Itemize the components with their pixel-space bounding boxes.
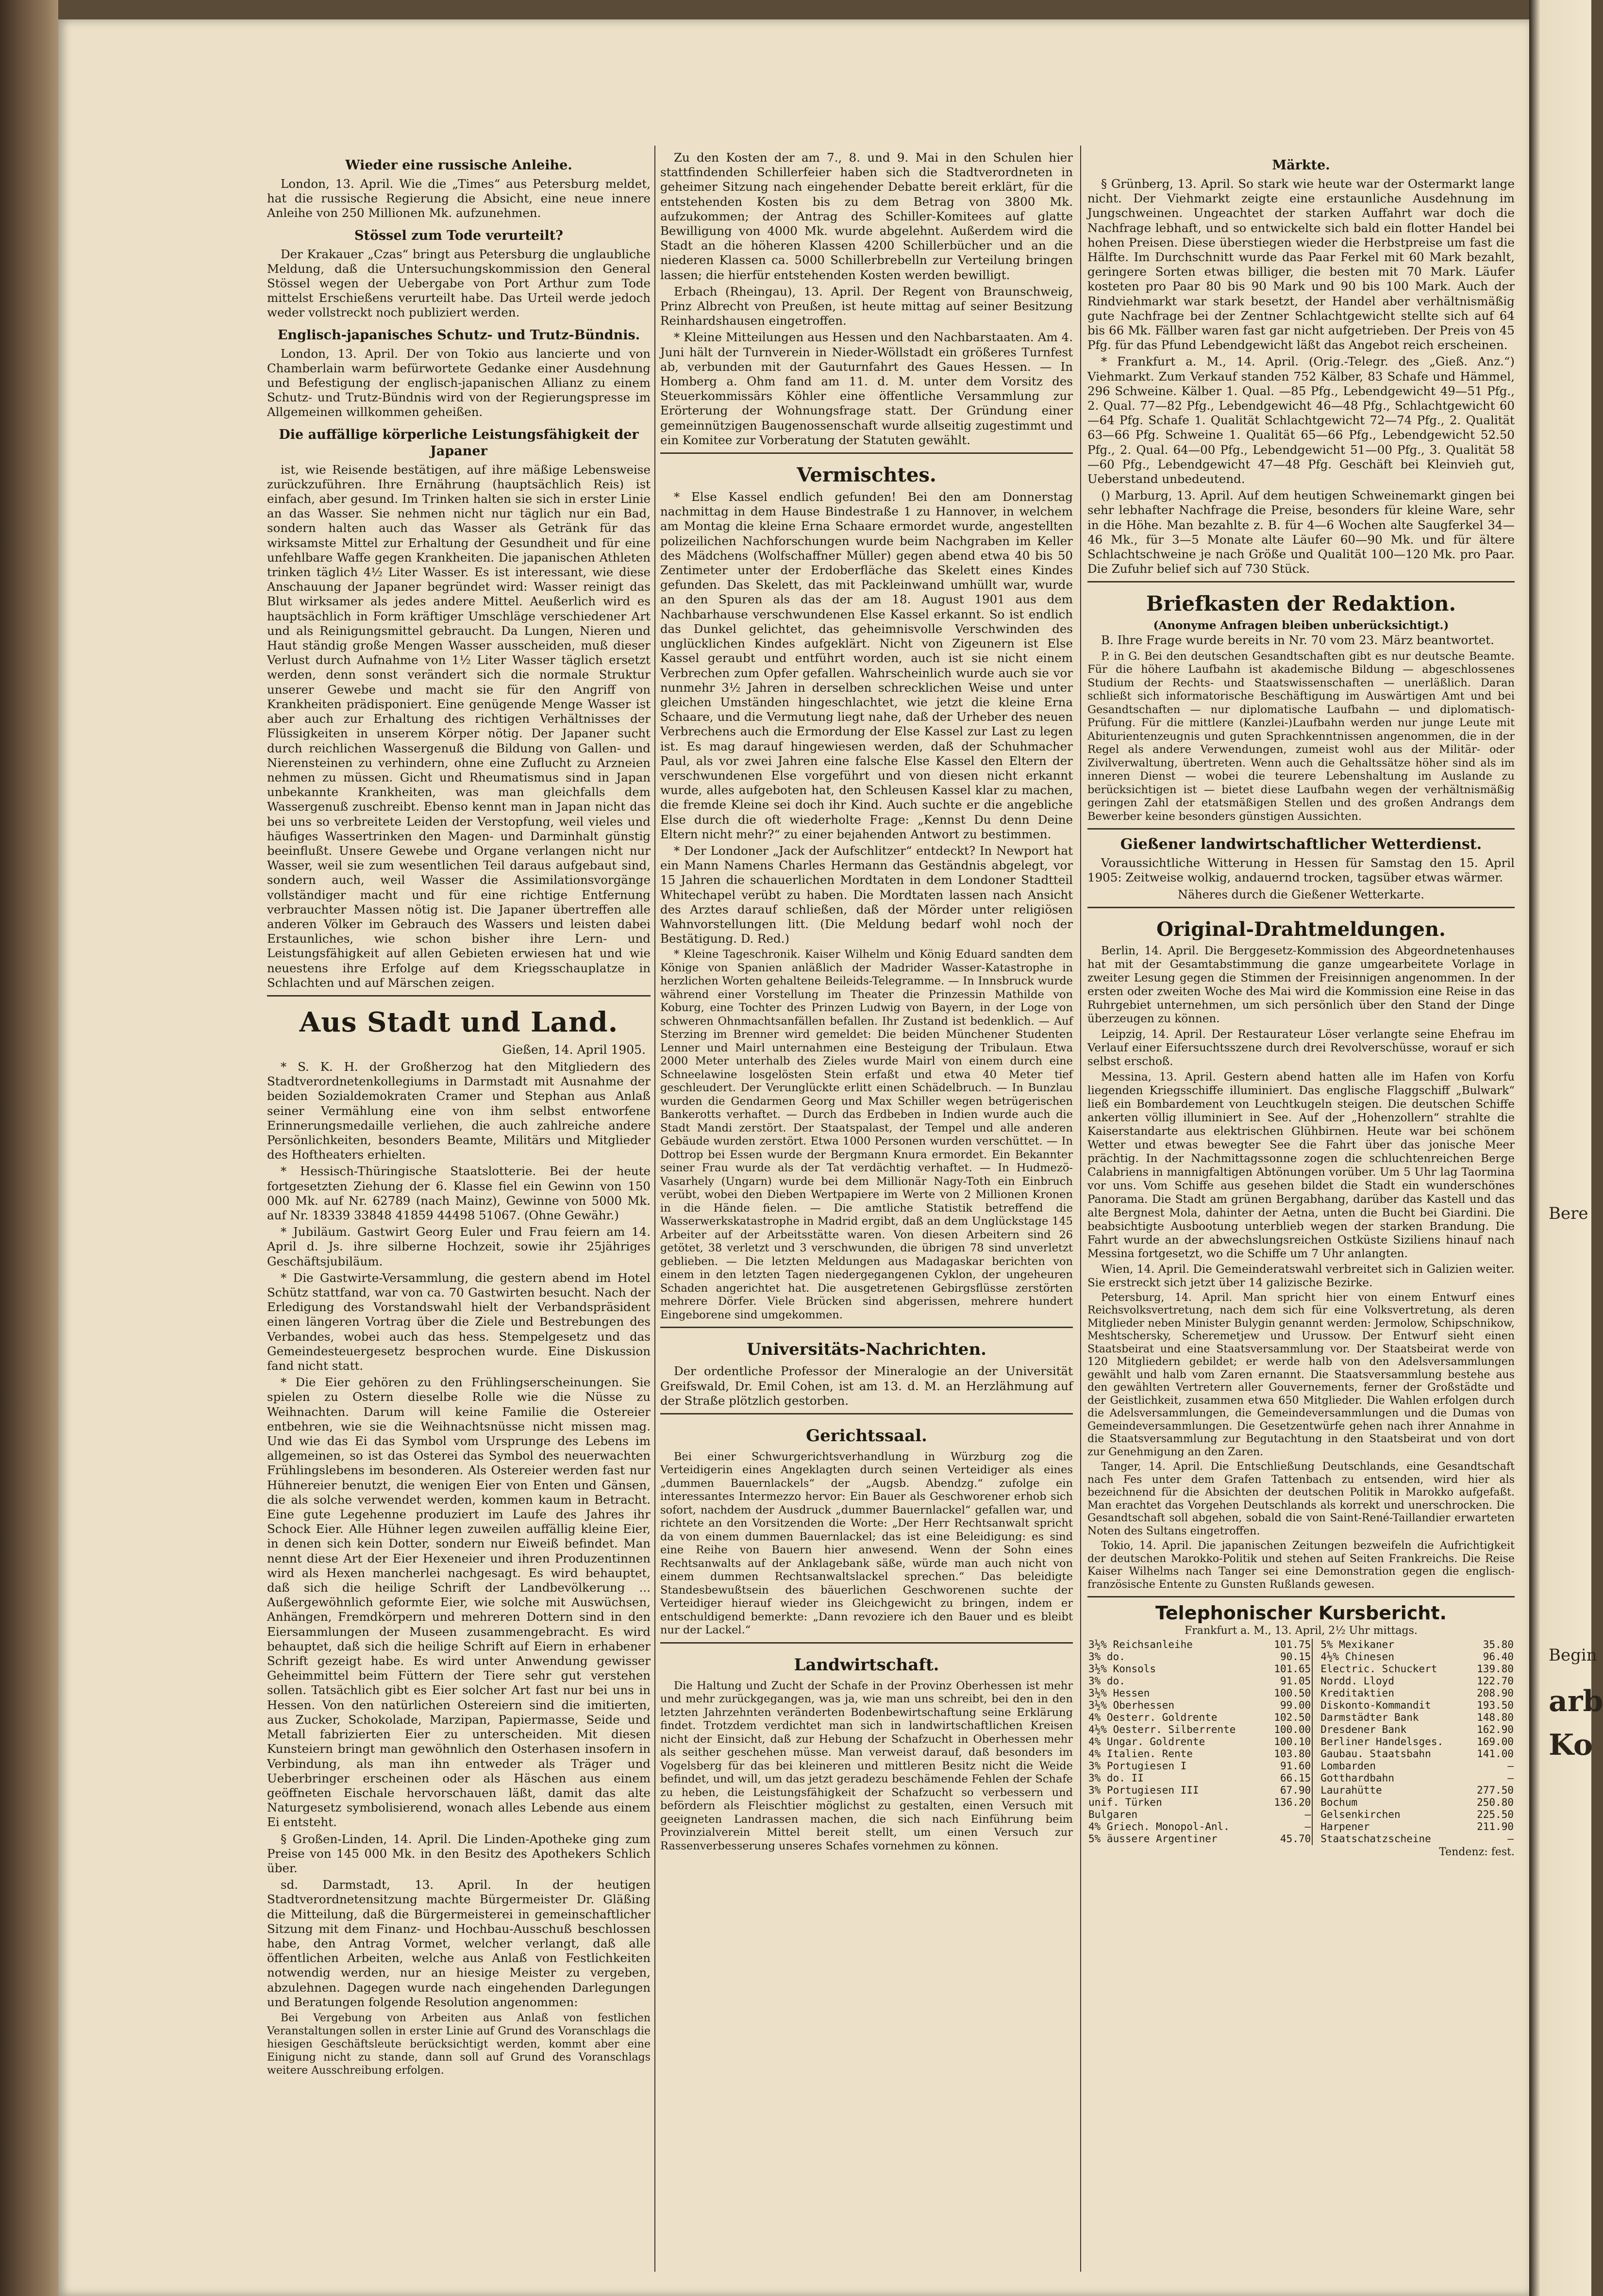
table-cell-value: 169.00 — [1477, 1736, 1514, 1748]
table-row — [1087, 1784, 1515, 1797]
table-cell-value: 162.90 — [1477, 1724, 1514, 1736]
table-cell-name: 5% Mexikaner — [1320, 1639, 1394, 1651]
table-cell-name: 3% do. II — [1088, 1772, 1144, 1784]
table-cell-name: unif. Türken — [1088, 1797, 1162, 1809]
table-cell-value: 139.80 — [1477, 1663, 1514, 1675]
edge-fragment: Begin — [1549, 1646, 1597, 1665]
section-divider — [267, 995, 651, 997]
table-cell-value: 193.50 — [1477, 1699, 1514, 1712]
table-cell-name: 4% Oesterr. Goldrente — [1088, 1712, 1218, 1724]
article-text: Wien, 14. April. Die Gemeinderatswahl verbreitet sich in Galizien weiter. Sie erstreckt sich jetzt über 14 galizische Bezirke. — [1087, 1263, 1515, 1289]
table-cell-value: 100.50 — [1274, 1687, 1311, 1699]
table-separator — [1312, 1724, 1319, 1736]
article-text: Voraussichtliche Witterung in Hessen für Samstag den 15. April 1905: Zeitweise wolkig, andauernd trocken, tagsüber etwas wärmer. — [1087, 856, 1515, 885]
table-separator — [1312, 1809, 1319, 1821]
table-cell-value: 100.10 — [1274, 1736, 1311, 1748]
table-cell-name: Berliner Handelsges. — [1320, 1736, 1444, 1748]
article-text: Leipzig, 14. April. Der Restaurateur Löser verlangte seine Ehefrau im Verlauf einer Eifersuchtsszene durch drei Revolverschüsse, worauf er sich selbst erschoß. — [1087, 1028, 1515, 1068]
table-cell-name: Gelsenkirchen — [1320, 1809, 1401, 1821]
article-text: Bei Vergebung von Arbeiten aus Anlaß von festlichen Veranstaltungen sollen in erster Linie auf Grund des Voranschlags die hiesigen Geschäftsleute berücksichtigt werden, kommt aber eine Einigung nicht zu stande, dann soll auf Grund des Voranschlags weitere Ausschreibung erfolgen. — [267, 2012, 651, 2077]
table-cell-name: 5% äussere Argentiner — [1088, 1833, 1218, 1845]
table-cell-value: 277.50 — [1477, 1784, 1514, 1797]
stock-table — [1087, 1639, 1515, 1845]
table-cell-name: Electric. Schuckert — [1320, 1663, 1437, 1675]
table-cell-name: 3½% Oberhessen — [1088, 1699, 1175, 1712]
table-cell-value: 225.50 — [1477, 1809, 1514, 1821]
article-text: Die Haltung und Zucht der Schafe in der Provinz Oberhessen ist mehr und mehr zurückgegangen, was ja, wie man uns schreibt, bei den in den letzten Jahrzehnten veränderten Bodenbewirtschaftung seine Erklärung findet. Trotzdem verdichtet man sich in landwirtschaftlichen Kreisen nicht der Einsicht, daß zur Hebung der Schafzucht in Oberhessen mehr als seither geschehen müsse. Man verweist darauf, daß besonders im Vogelsberg für das bei kleineren und mittleren Besitz nicht die Weide befindet, und will, um das jetzt geradezu beschämende Fehlen der Schafe zu heben, die Leistungsfähigkeit der Schafzucht so verbessern und befördern als Fleischtier möglichst zu gestalten, einen Versuch mit geeigneten Landrassen machen, die sich nach Einführung beim Provinzialverein Mittel bereit stellt, um einen Versuch zur Rassenverbesserung unseres Schafes vornehmen zu können. — [660, 1679, 1073, 1852]
newspaper-page — [58, 19, 1529, 2296]
section-divider — [1087, 828, 1515, 830]
table-cell-name: Gaubau. Staatsbahn — [1320, 1748, 1431, 1760]
table-row — [1087, 1675, 1515, 1687]
article-text: § Großen-Linden, 14. April. Die Linden-Apotheke ging zum Preise von 145 000 Mk. in den Besitz des Apothekers Schlich über. — [267, 1831, 651, 1875]
table-row — [1087, 1724, 1515, 1736]
table-cell-name: 3% do. — [1088, 1675, 1125, 1687]
table-cell-value: 141.00 — [1477, 1748, 1514, 1760]
table-cell-value: 91.60 — [1280, 1760, 1311, 1772]
weather-note: Näheres durch die Gießener Wetterkarte. — [1177, 887, 1424, 901]
section-heading: Original-Drahtmeldungen. — [1156, 917, 1446, 941]
edge-fragment: arb — [1549, 1684, 1603, 1718]
table-row — [1087, 1639, 1515, 1651]
table-cell-name: 4% Griech. Monopol-Anl. — [1088, 1821, 1230, 1833]
table-cell-value: — — [1507, 1760, 1514, 1772]
table-separator — [1312, 1797, 1319, 1809]
table-cell-name: Kreditaktien — [1320, 1687, 1394, 1699]
table-cell-name: 3½% Konsols — [1088, 1663, 1156, 1675]
section-divider — [660, 1642, 1073, 1644]
table-separator — [1312, 1736, 1319, 1748]
table-cell-value: 91.05 — [1280, 1675, 1311, 1687]
article-heading: Stössel zum Tode verurteilt? — [354, 228, 563, 243]
article-heading: Die auffällige körperliche Leistungsfähigkeit der Japaner — [279, 427, 639, 459]
table-cell-value: 211.90 — [1477, 1821, 1514, 1833]
article-text: Messina, 13. April. Gestern abend hatten alle im Hafen von Korfu liegenden Kriegsschiffe illuminiert. Das englische Flaggschiff „Bulwark“ ließ ein Bombardement von Leuchtkugeln steigen. Die deutschen Schiffe ankerten völlig illuminiert in See. Auf der „Hohenzollern“ strahlte die Kaiserstandarte aus elektrischen Glühbirnen. Heute war bei schönem Wetter und etwas bewegter See die Fahrt über das jonische Meer prächtig. In der Nachmittagssonne zogen die schluchtenreichen Berge Calabriens in mannigfaltigen Abtönungen vorüber. Um 5 Uhr lag Taormina vor uns. Vom Schiffe aus gesehen bildet die Stadt ein wunderschönes Panorama. Die Stadt am grünen Bergabhang, darüber das Kastell und das alte Bergnest Mola, dahinter der Aetna, unten die Bucht bei Giardini. Die beabsichtigte Ausbootung unterblieb wegen der starken Brandung. Die Fahrt wurde an der abwechslungsreichen Ostküste Siziliens hinauf nach Messina fortgesetzt, wo die Schiffe um 7 Uhr anlangten. — [1087, 1070, 1515, 1260]
table-cell-name: Staatschatzscheine — [1320, 1833, 1431, 1845]
section-heading: Telephonischer Kursbericht. — [1155, 1602, 1447, 1624]
table-separator — [1312, 1712, 1319, 1724]
article-text: P. in G. Bei den deutschen Gesandtschaften gibt es nur deutsche Beamte. Für die höhere Laufbahn ist akademische Bildung — abgeschlossenes Studium der Rechts- und Staatswissenschaften — unerläßlich. Daran schließt sich informatorische Beschäftigung im Auswärtigen Amt und bei Gesandtschaften — nur diplomatische Laufbahn — und diplomatisch-Prüfung. Für die mittlere (Kanzlei-)Laufbahn werden nur junge Leute mit Abiturientenzeugnis und guten Sprachkenntnissen angenommen, die in der Regel als andere Verwendungen, zumeist wohl aus der Militär- oder Zivilverwaltung, übertreten. Wenn auch die Gehaltssätze höher sind als im inneren Dienst — wobei die teurere Lebenshaltung im Auslande zu berücksichtigen ist — bietet diese Laufbahn wegen der verhältnismäßig geringen Zahl der etatsmäßigen Stellen und des großen Andrangs dem Bewerber keine besonders günstigen Aussichten. — [1087, 649, 1515, 823]
article-text: London, 13. April. Der von Tokio aus lancierte und von Chamberlain warm befürwortete Gedanke einer Ausdehnung und Befestigung der englisch-japanischen Allianz zu einem Schutz- und Trutz-Bündnis wird von der Regierungspresse im Allgemeinen willkommen geheißen. — [267, 346, 651, 419]
section-heading: Universitäts-Nachrichten. — [746, 1340, 986, 1360]
table-cell-value: 208.90 — [1477, 1687, 1514, 1699]
table-row — [1087, 1760, 1515, 1772]
table-separator — [1312, 1687, 1319, 1699]
table-cell-name: Harpener — [1320, 1821, 1370, 1833]
article-text: * Jubiläum. Gastwirt Georg Euler und Frau feiern am 14. April d. Js. ihre silberne Hochzeit, sowie ihr 25jähriges Geschäftsjubiläum. — [267, 1225, 651, 1268]
article-heading: Englisch-japanisches Schutz- und Trutz-Bündnis. — [277, 327, 640, 343]
section-divider — [660, 1327, 1073, 1328]
table-row — [1087, 1748, 1515, 1760]
article-text: * Frankfurt a. M., 14. April. (Orig.-Telegr. des „Gieß. Anz.“) Viehmarkt. Zum Verkauf standen 752 Kälber, 83 Schafe und Hämmel, 296 Schweine. Kälber 1. Qual. —85 Pfg., Lebendgewicht 49—51 Pfg., 2. Qual. 77—82 Pfg., Lebendgewicht 46—48 Pfg., Schlachtgewicht 60—64 Pfg. Schafe 1. Qualität Schlachtgewicht 72—74 Pfg., 2. Qualität 63—66 Pfg. Schweine 1. Qualität 65—66 Pfg., Lebendgewicht 52.50 Pfg., 2. Qual. 64—00 Pfg., Lebendgewicht 51—00 Pfg., 3. Qualität 58—60 Pfg., Lebendgewicht 47—48 Pfg. Geschäft bei Kleinvieh gut, Ueberstand unbedeutend. — [1087, 354, 1515, 486]
table-cell-value: — — [1507, 1772, 1514, 1784]
table-separator — [1312, 1663, 1319, 1675]
table-cell-value: 100.00 — [1274, 1724, 1311, 1736]
section-heading: Aus Stadt und Land. — [299, 1006, 618, 1038]
article-text: Zu den Kosten der am 7., 8. und 9. Mai in den Schulen hier stattfindenden Schillerfeier haben sich die Stadtverordneten in geheimer Sitzung nach eingehender Debatte bereit erklärt, für die entstehenden Kosten bis zu dem Betrag von 3800 Mk. aufzukommen; der Antrag des Schiller-Komitees auf glatte Bewilligung von 4000 Mk. wurde abgelehnt. Außerdem wird die Stadt an die höheren Klassen 4200 Schillerbücher und an die niederen Klassen ca. 5000 Schillerbrebelln zur Verteilung bringen lassen; die hierfür entstehenden Kosten werden bewilligt. — [660, 150, 1073, 282]
table-cell-value: 35.80 — [1483, 1639, 1514, 1651]
table-separator — [1312, 1651, 1319, 1663]
table-cell-value: 66.15 — [1280, 1772, 1311, 1784]
table-cell-name: 3½% Reichsanleihe — [1088, 1639, 1193, 1651]
article-text: () Marburg, 13. April. Auf dem heutigen Schweinemarkt gingen bei sehr lebhafter Nachfrage die Preise, besonders für kleine Ware, sehr in die Höhe. Man bezahlte z. B. für 4—6 Wochen alte Saugferkel 34—46 Mk., für 3—5 Monate alte Läufer 60—90 Mk. und für ältere Schlachtschweine je nach Größe und Qualität 100—120 Mk. pro Paar. Die Zufuhr belief sich auf 730 Stück. — [1087, 488, 1515, 576]
section-heading: Märkte. — [1272, 158, 1330, 173]
table-separator — [1312, 1772, 1319, 1784]
table-cell-value: 90.15 — [1280, 1651, 1311, 1663]
table-cell-value: 45.70 — [1280, 1833, 1311, 1845]
column-right — [1087, 150, 1515, 1858]
table-cell-value: — — [1507, 1833, 1514, 1845]
article-text: ist, wie Reisende bestätigen, auf ihre mäßige Lebensweise zurückzuführen. Ihre Ernährung (hauptsächlich Reis) ist einfach, aber gesund. Im Trinken halten sie sich in erster Linie an das Wasser. Sie nehmen nicht nur täglich nur ein Bad, sondern halten auch das Wasser als Getränk für das wirksamste Mittel zur Erhaltung der Gesundheit und für eine unfehlbare Waffe gegen Krankheiten. Die japanischen Athleten trinken täglich 4½ Liter Wasser. Es ist interessant, wie diese Anschauung der Japaner begründet wird: Wasser reinigt das Blut wirksamer als jedes andere Mittel. Aeußerlich wird es hauptsächlich in Form kräftiger Umschläge verschiedener Art und als Reinigungsmittel gebraucht. Da Lungen, Nieren und Haut ständig große Mengen Wasser ausscheiden, muß dieser Verlust durch Aufnahme von 1½ Liter Wasser täglich ersetzt werden, denn sonst verändert sich die normale Struktur unserer Gewebe und macht sie für den Angriff von Krankheiten prädisponiert. Eine genügende Menge Wasser ist aber auch zur Erhaltung des richtigen Verhältnisses der Flüssigkeiten in unserem Körper nötig. Der Japaner sucht durch reichlichen Wassergenuß die Bildung von Gallen- und Nierensteinen zu verhindern, ohne eine Zuflucht zu Arzneien nehmen zu müssen. Gicht und Rheumatismus sind in Japan unbekannte Krankheiten, was man gleichfalls dem Wassergenuß zuschreibt. Ebenso kennt man in Japan nicht das bei uns so verbreitete Leiden der Verstopfung, weil vieles und häufiges Wassertrinken den Magen- und Darminhalt günstig beeinflußt. Unsere Gewebe und Organe verlangen nicht nur Wasser, weil sie zum wesentlichen Teil daraus aufgebaut sind, sondern auch, weil Wasser die Assimilationsvorgänge vollständiger macht und für eine richtige Entfernung verbrauchter Massen nötig ist. Die Japaner übertreffen alle anderen Völker im Gebrauch des Wassers und leisten dabei Erstaunliches, wie schon bisher ihre Lern- und Leistungsfähigkeit auf allen Gebieten erwiesen hat und wie neuestens ihre Erfolge auf dem Kriegsschauplatze in Schlachten und auf Märschen zeigen. — [267, 462, 651, 990]
table-separator — [1312, 1699, 1319, 1712]
article-text: * Der Londoner „Jack der Aufschlitzer“ entdeckt? In Newport hat ein Mann Namens Charles Hermann das Geständnis abgelegt, vor 15 Jahren die schauerlichen Mordtaten in dem Londoner Stadtteil Whitechapel verübt zu haben. Die Mordtaten lassen nach Ansicht des Arztes darauf schließen, daß der Mörder unter religiösen Wahnvorstellungen litt. (Die Meldung bedarf wohl noch der Bestätigung. D. Red.) — [660, 843, 1073, 946]
table-cell-value: 148.80 — [1477, 1712, 1514, 1724]
article-text: Petersburg, 14. April. Man spricht hier von einem Entwurf eines Reichsvolksvertretung, nach dem sich für eine Volksvertretung, als deren Mitglieder neben Minister Bulygin genannt werden: Jermolow, Schipschnikow, Meshtschersky, Scheremetjew und Urussow. Der Entwurf sieht einen Staatsbeirat und eine Staatsversammlung vor. Der Staatsbeirat werde von 120 Mitgliedern gebildet; er werde halb von den Adelsversammlungen gewählt und halb vom Zaren ernannt. Die Staatsversammlung bestehe aus den gewählten Vertretern aller Gouvernements, ferner der Großstädte und der Geistlichkeit, zusammen etwa 650 Mitglieder. Die Wahlen erfolgen durch die Adelsversammlungen, die Gemeindeversammlungen und die Dumas von Gemeindeversammlungen. Die Gesetzentwürfe gehen nach ihrer Annahme in die Staatsversammlung zur Begutachtung in den Staatsbeirat und von dort zur Genehmigung an den Zaren. — [1087, 1291, 1515, 1458]
table-cell-value: 101.75 — [1274, 1639, 1311, 1651]
column-left — [267, 150, 651, 2079]
table-separator — [1312, 1821, 1319, 1833]
table-separator — [1312, 1639, 1319, 1651]
table-row — [1087, 1809, 1515, 1821]
section-heading: Vermischtes. — [797, 464, 936, 487]
table-cell-name: Diskonto-Kommandit — [1320, 1699, 1431, 1712]
table-cell-name: Bochum — [1320, 1797, 1358, 1809]
table-row — [1087, 1821, 1515, 1833]
article-text: sd. Darmstadt, 13. April. In der heutigen Stadtverordnetensitzung machte Bürgermeister Dr. Gläßing die Mitteilung, daß die Bürgermeisterei in gemeinschaftlicher Sitzung mit dem Finanz- und Hochbau-Ausschuß beschlossen habe, den Antrag Vormet, welcher verlangt, daß alle öffentlichen Arbeiten, welche aus Anlaß von Festlichkeiten notwendig werden, nur an hiesige Meister zu vergeben, abzulehnen. Dagegen wurde nach eingehenden Darlegungen und Beratungen folgende Resolution angenommen: — [267, 1878, 651, 2009]
article-text: * S. K. H. der Großherzog hat den Mitgliedern des Stadtverordnetenkollegiums in Darmstadt mit Ausnahme der beiden Sozialdemokraten Cramer und Stephan aus Anlaß seiner Vermählung eine von ihm selbst entworfene Erinnerungsmedaille verliehen, die auch zahlreiche andere Persönlichkeiten, besonders Beamte, Militärs und Mitglieder des Hoftheaters erhielten. — [267, 1059, 651, 1162]
article-text: B. Ihre Frage wurde bereits in Nr. 70 vom 23. März beantwortet. — [1101, 633, 1494, 648]
table-cell-name: Nordd. Lloyd — [1320, 1675, 1394, 1687]
table-cell-name: Bulgaren — [1088, 1809, 1138, 1821]
kurs-dateline: Frankfurt a. M., 13. April, 2½ Uhr mittags. — [1185, 1625, 1418, 1637]
article-text: * Kleine Tageschronik. Kaiser Wilhelm und König Eduard sandten dem Könige von Spanien anläßlich der Madrider Wasser-Katastrophe in herzlichen Worten gehaltene Beileids-Telegramme. — In Innsbruck wurde während einer Vorstellung im Theater die Prinzessin Mathilde von Koburg, eine Tochter des Prinzen Ludwig von Bayern, in der Loge von schweren Ohnmachtsanfällen befallen. Ihr Zustand ist bedenklich. — Auf Sterzing im Brenner wird gemeldet: Die beiden Münchener Studenten Lenner und Mairl unternahmen eine Besteigung der Tribulaun. Etwa 2000 Meter unterhalb des Zieles wurde Mairl von einem durch eine Schneelawine losgelösten Stein erfaßt und etwa 40 Meter tief geschleudert. Der Verunglückte erlitt einen Schädelbruch. — In Bunzlau wurden die Gendarmen Georg und Max Schiller wegen betrügerischen Bankerotts verhaftet. — Durch das Erdbeben in Indien wurde auch die Stadt Mandi zerstört. Der Staatspalast, der Tempel und alle anderen Gebäude wurden zerstört. Etwa 1000 Personen wurden verschüttet. — In Dottrop bei Essen wurde der Bergmann Knura ermordet. Ein Bekannter seiner Frau wurde als der Tat verdächtig verhaftet. — In Hudmezö-Vasarhely (Ungarn) wurde bei dem Millionär Nagy-Toth ein Einbruch verübt, wobei den Dieben Wertpapiere im Werte von 2 Millionen Kronen in die Hände fielen. — Die amtliche Statistik betreffend die Wasserwerkskatastrophe in Madrid ergibt, daß an dem Unglückstage 145 Arbeiter auf der Arbeitsstätte waren. Von diesen Arbeitern sind 26 getötet, 38 verletzt und 3 verschwunden, die übrigen 78 sind unverletzt geblieben. — Die letzten Meldungen aus Madagaskar berichten von einem in den letzten Tagen niedergegangenen Cyklon, der ungeheuren Schaden angerichtet hat. Die ausgetretenen Gebirgsflüsse zerstörten mehrere Dörfer. Viele Brücken sind abgerissen, mehrere hundert Eingeborene sind umgekommen. — [660, 948, 1073, 1321]
column-rule — [654, 146, 655, 2272]
table-cell-name: 3½% Hessen — [1088, 1687, 1150, 1699]
article-text: * Else Kassel endlich gefunden! Bei den am Donnerstag nachmittag in dem Hause Bindestraße 1 zu Hannover, in welchem am Montag die kleine Erna Schaare ermordet wurde, angestellten polizeilichen Nachforschungen wurde beim Nachgraben im Keller des Mädchens (Wolfschaffner Müller) gegen abend etwa 40 bis 50 Zentimeter unter der Erdoberfläche das Skelett eines Kindes gefunden. Das Skelett, das mit Packleinwand umhüllt war, wurde an den Spuren als das der am 18. August 1901 aus dem Nachbarhause verschwundenen Else Kassel erkannt. So ist endlich das Dunkel gelichtet, das geheimnisvolle Verschwinden des unglücklichen Kindes aufgeklärt. Nicht von Zigeunern ist Else Kassel geraubt und entführt worden, auch ist sie nicht einem Verbrechen zum Opfer gefallen. Wahrscheinlich wurde auch sie vor nunmehr 3½ Jahren in derselben schrecklichen Weise und unter gleichen Umständen hingeschlachtet, wie jetzt die kleine Erna Schaare, und die Vermutung liegt nahe, daß der Urheber des neuen Verbrechens auch die Ermordung der Else Kassel zur Last zu legen ist. Es mag darauf hingewiesen werden, daß der Schuhmacher Paul, als vor zwei Jahren eine falsche Else Kassel den Eltern der verschwundenen Else vorgeführt und von diesen nicht erkannt wurde, alles aufgeboten hat, den Schleusen Kassel klar zu machen, die fremde Kleine sei doch ihr Kind. Auch suchte er die angebliche Else durch die oft wiederholte Frage: „Kennst Du denn Deine Eltern nicht mehr?“ zu einer bejahenden Antwort zu bestimmen. — [660, 490, 1073, 841]
edge-fragment: Bere — [1549, 1204, 1588, 1223]
column-rule — [1080, 146, 1081, 2272]
section-heading: Gerichtssaal. — [806, 1426, 927, 1446]
table-row — [1087, 1651, 1515, 1663]
article-text: Berlin, 14. April. Die Berggesetz-Kommission des Abgeordnetenhauses hat mit der Gesamtabstimmung die ganze umgearbeitete Vorlage in zweiter Lesung gegen die Stimmen der Freisinnigen angenommen. In der ersten oder zweiten Woche des Mai wird die Kommission eine Reise in das Ruhrgebiet unternehmen, um sich persönlich über den Stand der Dinge überzeugen zu können. — [1087, 944, 1515, 1025]
table-cell-value: 136.20 — [1274, 1797, 1311, 1809]
table-cell-name: Dresdener Bank — [1320, 1724, 1407, 1736]
table-cell-name: 3% do. — [1088, 1651, 1125, 1663]
article-text: London, 13. April. Wie die „Times“ aus Petersburg meldet, hat die russische Regierung die Absicht, eine neue innere Anleihe von 250 Millionen Mk. aufzunehmen. — [267, 177, 651, 220]
table-separator — [1312, 1760, 1319, 1772]
table-separator — [1312, 1675, 1319, 1687]
section-divider — [1087, 581, 1515, 582]
table-cell-name: 4% Italien. Rente — [1088, 1748, 1193, 1760]
table-cell-name: 4% Ungar. Goldrente — [1088, 1736, 1205, 1748]
table-cell-value: 103.80 — [1274, 1748, 1311, 1760]
table-cell-name: 3% Portugiesen III — [1088, 1784, 1199, 1797]
section-divider — [660, 1413, 1073, 1414]
article-text: Der ordentliche Professor der Mineralogie an der Universität Greifswald, Dr. Emil Cohen, ist am 13. d. M. an Herzlähmung auf der Straße plötzlich gestorben. — [660, 1364, 1073, 1408]
book-binding — [0, 0, 58, 2296]
table-row — [1087, 1833, 1515, 1845]
article-text: Erbach (Rheingau), 13. April. Der Regent von Braunschweig, Prinz Albrecht von Preußen, ist heute mittag auf seiner Besitzung Reinhardshausen eingetroffen. — [660, 284, 1073, 328]
next-page-edge — [1529, 0, 1603, 2296]
table-separator — [1312, 1748, 1319, 1760]
article-text: Tanger, 14. April. Die Entschließung Deutschlands, eine Gesandtschaft nach Fes unter dem Grafen Tattenbach zu entsenden, wird hier als bezeichnend für die Absichten der deutschen Politik in Marokko aufgefaßt. Man erachtet das Vorgehen Deutschlands als korrekt und unerschrocken. Die Gesandtschaft soll abgehen, sobald die von Saint-René-Taillandier erwarteten Noten des Sultans eingetroffen. — [1087, 1461, 1515, 1537]
section-heading: Landwirtschaft. — [794, 1655, 939, 1675]
table-cell-value: 122.70 — [1477, 1675, 1514, 1687]
table-cell-name: Gotthardbahn — [1320, 1772, 1394, 1784]
article-text: * Kleine Mitteilungen aus Hessen und den Nachbarstaaten. Am 4. Juni hält der Turnverein in Nieder-Wöllstadt ein größeres Turnfest ab, verbunden mit der Gauturnfahrt des Gaues Hessen. — In Homberg a. Ohm fand am 11. d. M. unter dem Vorsitz des Steuerkommissärs Köhler eine öffentliche Versammlung zur Erörterung der Wohnungsfrage statt. Der Gründung einer gemeinnützigen Baugenossenschaft wurde allseitig zugestimmt und ein Komitee zur Vorberatung der Statuten gewählt. — [660, 330, 1073, 447]
table-cell-name: Laurahütte — [1320, 1784, 1382, 1797]
section-subheading: (Anonyme Anfragen bleiben unberücksichtigt.) — [1153, 619, 1449, 632]
section-divider — [1087, 907, 1515, 908]
table-cell-value: 102.50 — [1274, 1712, 1311, 1724]
article-text: * Die Gastwirte-Versammlung, die gestern abend im Hotel Schütz stattfand, war von ca. 70 Gastwirten besucht. Nach der Erledigung des Vorstandswahl hielt der Verbandspräsident einen längeren Vortrag über die Ziele und Bestrebungen des Verbandes, wobei auch das hess. Stempelgesetz und das Gemeindesteuergesetz besprochen wurde. Eine Diskussion fand nicht statt. — [267, 1270, 651, 1373]
table-row — [1087, 1797, 1515, 1809]
column-middle — [660, 150, 1073, 1855]
table-cell-value: 96.40 — [1483, 1651, 1514, 1663]
section-divider — [660, 452, 1073, 454]
section-divider — [1087, 1596, 1515, 1597]
section-heading: Gießener landwirtschaftlicher Wetterdienst. — [1120, 836, 1482, 853]
dateline: Gießen, 14. April 1905. — [502, 1042, 646, 1057]
article-text: Bei einer Schwurgerichtsverhandlung in Würzburg zog die Verteidigerin eines Angeklagten durch seinen Verteidiger als eines „dummen Bauernlackels“ der „Augsb. Abendzg.“ zufolge ein interessantes Intermezzo hervor: Ein Bauer als Geschworener erhob sich sofort, nachdem der Ausdruck „dummer Bauernlackel“ gefallen war, und richtete an den Vorsitzenden die Worte: „Der Herr Rechtsanwalt spricht da von einem dummen Bauernlackel; das ist eine Beleidigung: es sind eine Reihe von Bauern hier anwesend. Wenn der Sohn eines Rechtsanwalts auf der Anklagebank säße, würde man auch nicht von einem dummen Rechtsanwaltslackel sprechen.“ Das beleidigte Standesbewußtsein des bäuerlichen Geschworenen suchte der Verteidiger hierauf wieder ins Gleichgewicht zu bringen, indem er entschuldigend bemerkte: „Dann revoziere ich den Bauer und es bleibt nur der Lackel.“ — [660, 1450, 1073, 1637]
table-cell-name: Lombarden — [1320, 1760, 1376, 1772]
table-row — [1087, 1663, 1515, 1675]
edge-fragment: Ko — [1549, 1728, 1593, 1762]
table-cell-name: 4½% Oesterr. Silberrente — [1088, 1724, 1236, 1736]
article-text: Der Krakauer „Czas“ bringt aus Petersburg die unglaubliche Meldung, daß die Untersuchungskommission den General Stössel wegen der Uebergabe von Port Arthur zum Tode mittelst Erschießens verurteilt habe. Das Urteil werde jedoch weder vollstreckt noch publiziert werden. — [267, 247, 651, 320]
article-heading: Wieder eine russische Anleihe. — [345, 158, 572, 173]
table-cell-value: 67.90 — [1280, 1784, 1311, 1797]
table-cell-value: 101.65 — [1274, 1663, 1311, 1675]
article-text: * Die Eier gehören zu den Frühlingserscheinungen. Sie spielen zu Ostern dieselbe Rolle wie die Nüsse zu Weihnachten. Darum will keine Familie die Ostereier entbehren, wie sie die Weihnachtsnüsse nicht missen mag. Und wie das Ei das Symbol vom Ursprunge des Lebens im allgemeinen, so ist das Osterei das Symbol des neuerwachten Frühlingslebens im besonderen. Als Ostereier werden fast nur Hühnereier benutzt, die wenigen Eier von Enten und Gänsen, die als solche verwendet werden, kommen kaum in Betracht. Eine gute Legehenne produziert im Laufe des Jahres ihr Schock Eier. Alle Hühner legen zuweilen auffällig kleine Eier, in denen sich kein Dotter, sondern nur Eiweiß befindet. Man nennt diese Art der Eier Hexeneier und ihren Produzentinnen wird als Hexen mancherlei nachgesagt. Es wird behauptet, daß sich die heilige Schrift der Landbevölkerung ... Außergewöhnlich geformte Eier, wie solche mit Auswüchsen, Anhängen, Fremdkörpern und mehreren Dottern sind in den Eiersammlungen der Museen zusammengebracht. Es wird behauptet, daß sich die heilige Schrift auf Eiern in erhabener Schrift gezeigt habe. Es wird unter Anwendung gewisser Geheimmittel beim Füttern der Tiere sehr gut verstehen sollen. Tatsächlich gibt es Eier solcher Art fast nur bei uns in Hessen. Von den natürlichen Ostereiern sind die imitierten, aus Zucker, Schokolade, Marzipan, Papiermasse, Seide und Metall fabrizierten Eier zu unterscheiden. Mit diesen Kunsteiern bringt man gewöhnlich den Osterhasen insofern in Verbindung, als man ihn entweder als Träger und Ueberbringer erscheinen oder als Häschen aus einem geöffneten Eischale hervorschauen läßt, damit das alte Naturgesetz symbolisierend, wonach alles Lebende aus einem Ei entsteht. — [267, 1375, 651, 1830]
section-heading: Briefkasten der Redaktion. — [1146, 592, 1456, 616]
table-cell-name: Darmstädter Bank — [1320, 1712, 1419, 1724]
table-row — [1087, 1736, 1515, 1748]
article-text: § Grünberg, 13. April. So stark wie heute war der Ostermarkt lange nicht. Der Viehmarkt zeigte eine erstaunliche Ausdehnung im Jungschweinen. Ungeachtet der starken Auffahrt war doch die Nachfrage lebhaft, und so entwickelte sich bald ein flotter Handel bei hohen Preisen. Diese überstiegen wieder die Herbstpreise um fast die Hälfte. Im Durchschnitt wurde das Paar Ferkel mit 60 Mark bezahlt, geringere Sorten etwas billiger, die besten mit 70 Mark. Läufer kosteten pro Paar 80 bis 90 Mark und 90 bis 100 Mark. Auch der Rindviehmarkt war stark besetzt, der Handel aber verhältnismäßig gute Nachfrage bei der Zentner Schlachtgewicht stellte sich auf 64 bis 66 Mk. Fällber waren fast gar nicht aufgetrieben. Der Preis von 45 Pfg. für das Pfund Lebendgewicht läßt das Angebot reich erscheinen. — [1087, 177, 1515, 352]
table-separator — [1312, 1833, 1319, 1845]
table-cell-value: 99.00 — [1280, 1699, 1311, 1712]
table-row — [1087, 1687, 1515, 1699]
table-cell-value: — — [1304, 1809, 1311, 1821]
table-row — [1087, 1712, 1515, 1724]
table-row — [1087, 1699, 1515, 1712]
article-text: Tokio, 14. April. Die japanischen Zeitungen bezweifeln die Aufrichtigkeit der deutschen Marokko-Politik und stehen auf Seiten Frankreichs. Die Reise Kaiser Wilhelms nach Tanger sei eine Demonstration gegen die englisch-französische Entente zu Gunsten Rußlands gewesen. — [1087, 1540, 1515, 1591]
table-row — [1087, 1772, 1515, 1784]
table-separator — [1312, 1784, 1319, 1797]
table-cell-value: 250.80 — [1477, 1797, 1514, 1809]
article-text: * Hessisch-Thüringische Staatslotterie. Bei der heute fortgesetzten Ziehung der 6. Klasse fiel ein Gewinn von 150 000 Mk. auf Nr. 62789 (nach Mainz), Gewinne von 5000 Mk. auf Nr. 18339 33848 41859 44498 51067. (Ohne Gewähr.) — [267, 1164, 651, 1222]
kurs-tendency: Tendenz: fest. — [1439, 1846, 1515, 1859]
table-cell-name: 3% Portugiesen I — [1088, 1760, 1187, 1772]
table-cell-value: — — [1304, 1821, 1311, 1833]
table-cell-name: 4½% Chinesen — [1320, 1651, 1394, 1663]
